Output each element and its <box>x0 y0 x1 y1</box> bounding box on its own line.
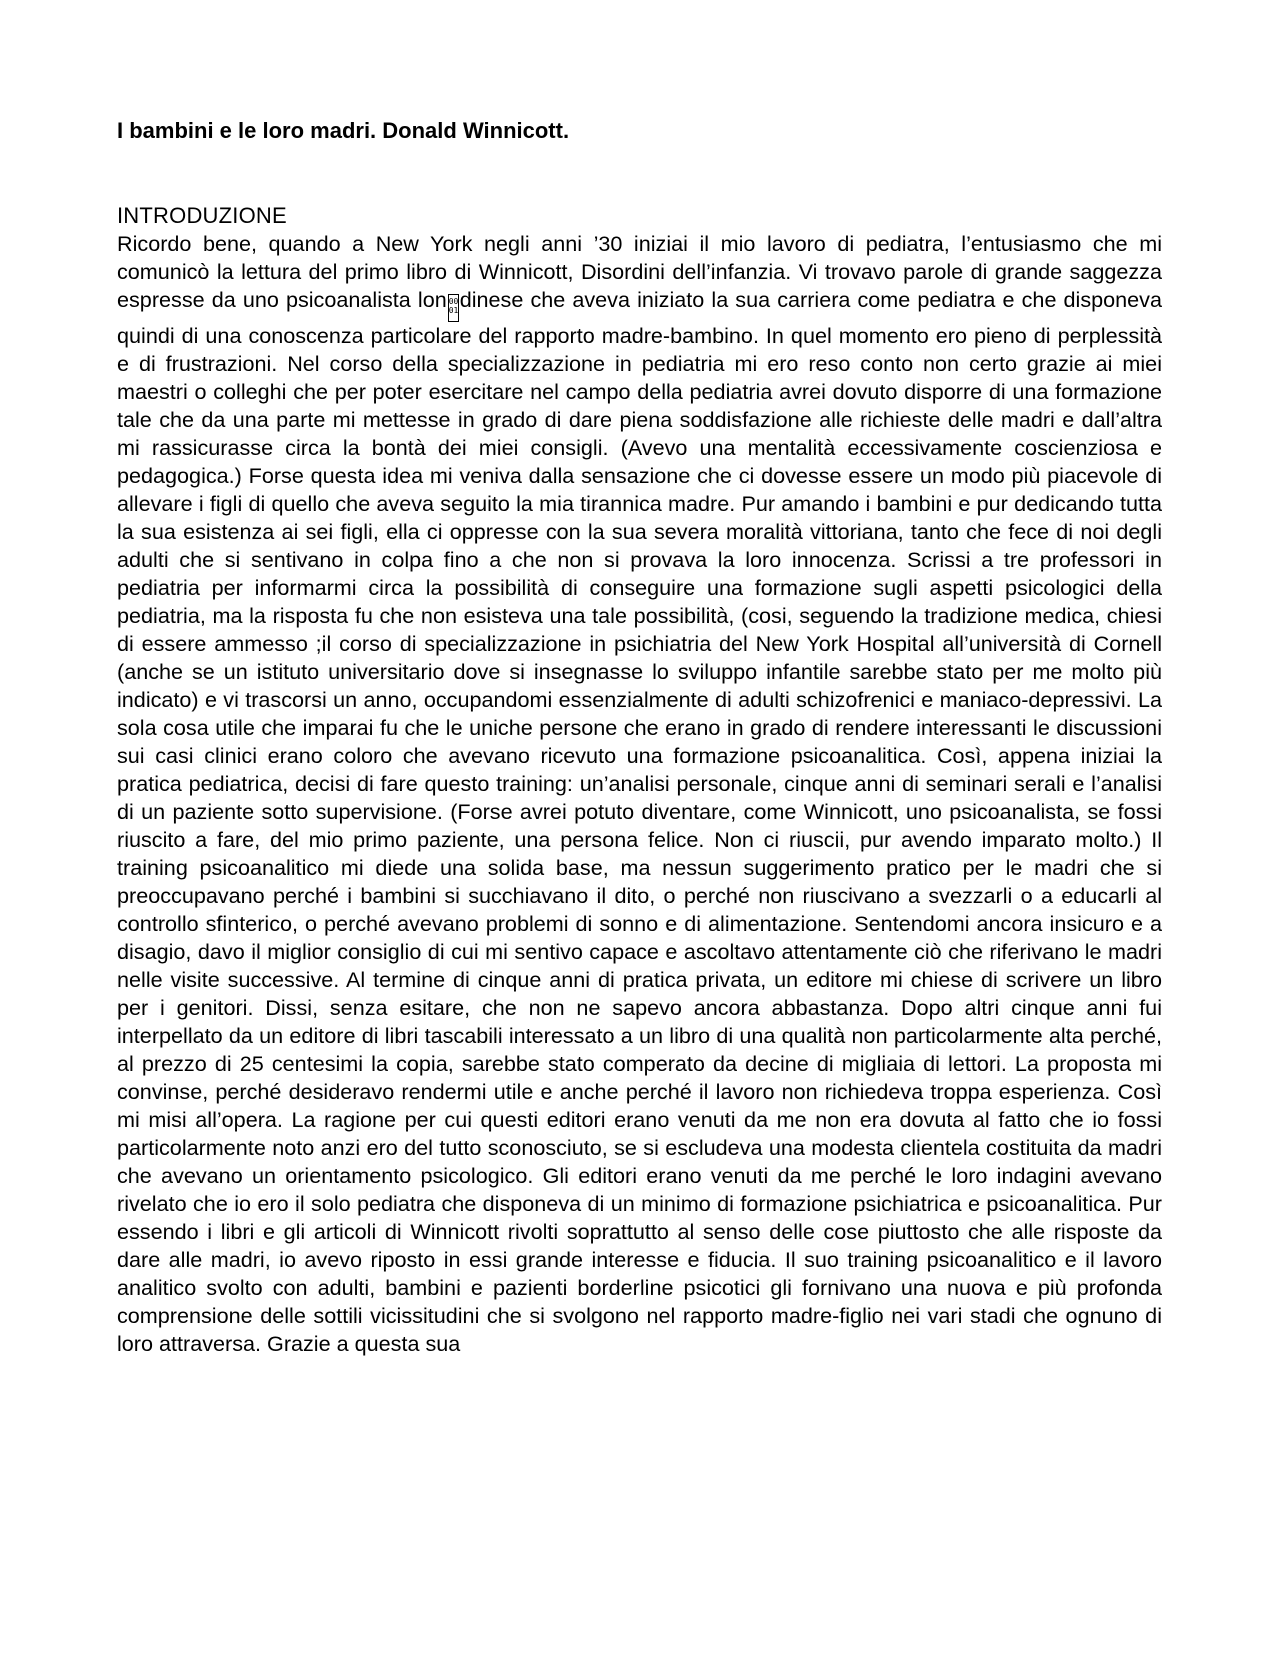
document-title: I bambini e le loro madri. Donald Winnicott. <box>117 118 570 143</box>
paragraph-part-2: dinese che aveva iniziato la sua carriera come pediatra e che disponeva quindi di una conoscenza particolare del rapporto madre-bambino. In quel momento ero pieno di perplessità e di frustrazioni. Nel corso della specializzazione in pediatria mi ero reso conto non certo grazie ai miei maestri o colleghi che per poter esercitare nel campo della pediatria avrei dovuto disporre di una formazione tale che da una parte mi mettesse in grado di dare piena soddisfazione alle richieste delle madri e dall’altra mi rassicurasse circa la bontà dei miei consigli. (Avevo una mentalità eccessivamente coscienziosa e pedagogica.) Forse questa idea mi veniva dalla sensazione che ci dovesse essere un modo più piacevole di allevare i figli di quello che aveva seguito la mia tirannica madre. Pur amando i bambini e pur dedicando tutta la sua esistenza ai sei figli, ella ci oppresse con la sua severa moralità vittoriana, tanto che fece di noi degli adulti che si sentivano in colpa fino a che non si provava la loro innocenza. Scrissi a tre professori in pediatria per informarmi circa la possibilità di conseguire una formazione sugli aspetti psicologici della pediatria, ma la risposta fu che non esisteva una tale possibilità, (cosi, seguendo la tradizione medica, chiesi di essere ammesso ;il corso di specializzazione in psichiatria del New York Hospital all’università di Cornell (anche se un istituto universitario dove si insegnasse lo sviluppo infantile sarebbe stato per me molto più indicato) e vi trascorsi un anno, occupandomi essenzialmente di adulti schizofrenici e maniaco-depressivi. La sola cosa utile che imparai fu che le uniche persone che erano in grado di rendere interessanti le discussioni sui casi clinici erano coloro che avevano ricevuto una formazione psicoanalitica. Così, appena iniziai la pratica pediatrica, decisi di fare questo training: un’analisi personale, cinque anni di seminari serali e l’analisi di un paziente sotto supervisione. (Forse avrei potuto diventare, come Winnicott, uno psicoanalista, se fossi riuscito a fare, del mio primo paziente, una persona felice. Non ci riuscii, pur avendo imparato molto.) Il training psicoanalitico mi diede una solida base, ma nessun suggerimento pratico per le madri che si preoccupavano perché i bambini si succhiavano il dito, o perché non riuscivano a svezzarli o a educarli al controllo sfinterico, o perché avevano problemi di sonno e di alimentazione. Sentendomi ancora insicuro e a disagio, davo il miglior consiglio di cui mi sentivo capace e ascoltavo attentamente ciò che riferivano le madri nelle visite successive. Al termine di cinque anni di pratica privata, un editore mi chiese di scrivere un libro per i genitori. Dissi, senza esitare, che non ne sapevo ancora abbastanza. Dopo altri cinque anni fui interpellato da un editore di libri tascabili interessato a un libro di una qualità non particolarmente alta perché, al prezzo di 25 centesimi la copia, sarebbe stato comperato da decine di migliaia di lettori. La proposta mi convinse, perché desideravo rendermi utile e anche perché il lavoro non richiedeva troppa esperienza. Così mi misi all’opera. La ragione per cui questi editori erano venuti da me non era dovuta al fatto che io fossi particolarmente noto anzi ero del tutto sconosciuto, se si escludeva una modesta clientela costituita da madri che avevano un orientamento psicologico. Gli editori erano venuti da me perché le loro indagini avevano rivelato che io ero il solo pediatra che disponeva di un minimo di formazione psichiatrica e psicoanalitica. Pur essendo i libri e gli articoli di Winnicott rivolti soprattutto al senso delle cose piuttosto che alle risposte da dare alle madri, io avevo riposto in essi grande interesse e fiducia. Il suo training psicoanalitico e il lavoro analitico svolto con adulti, bambini e pazienti borderline psicotici gli fornivano una nuova e più profonda comprensione delle sottili vicissitudini che si svolgono nel rapporto madre-figlio nei vari stadi che ognuno di loro attraversa. Grazie a questa sua <box>117 287 1162 1356</box>
body-paragraph <box>117 230 1162 1358</box>
paragraph-part-1: Ricordo bene, quando a New York negli anni ’30 iniziai il mio lavoro di pediatra, l’entusiasmo che mi comunicò la lettura del primo libro di Winnicott, Disordini dell’infanzia. Vi trovavo parole di grande saggezza espresse da uno psicoanalista lon <box>117 231 1162 312</box>
section-heading: INTRODUZIONE <box>117 203 287 228</box>
missing-glyph-box: 00 01 <box>448 294 459 322</box>
